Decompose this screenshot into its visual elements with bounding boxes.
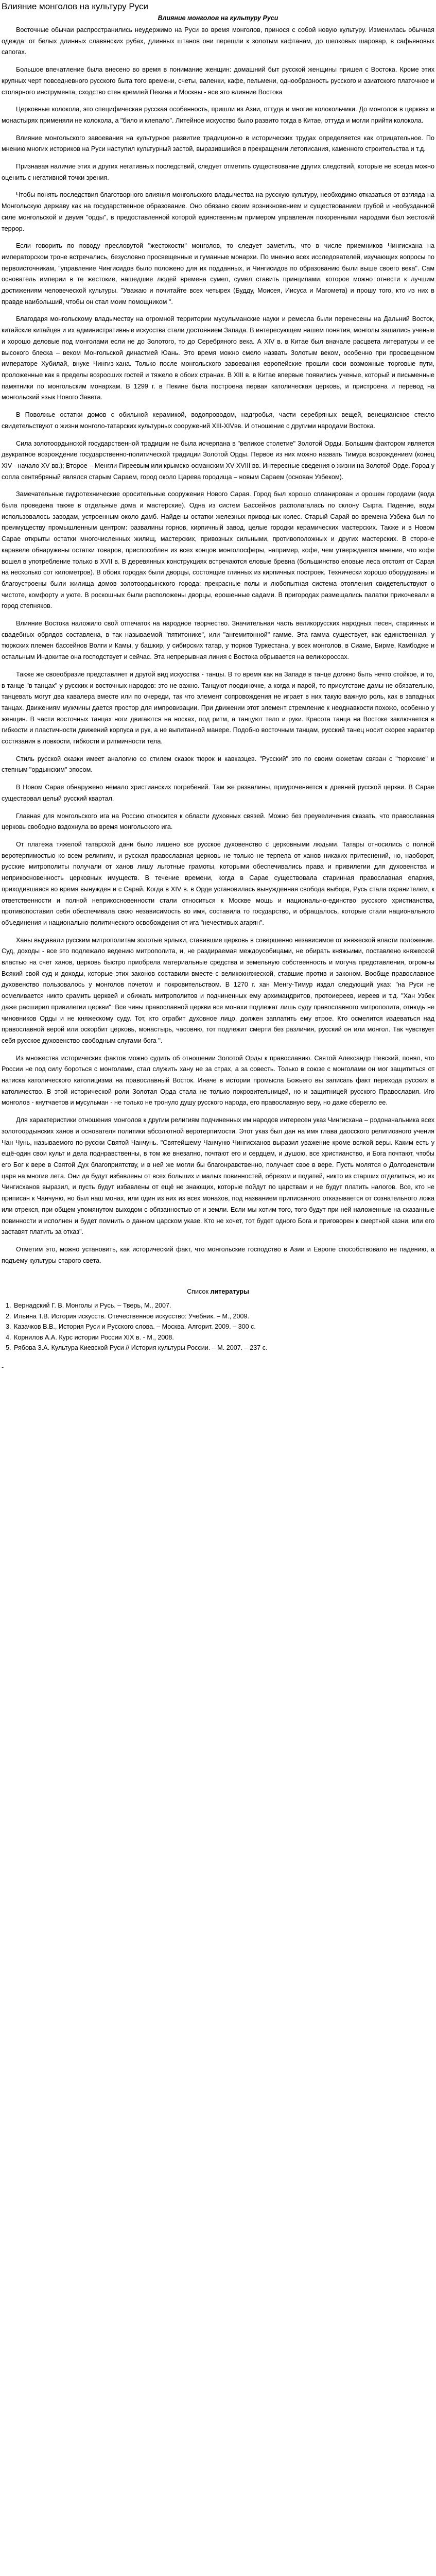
reference-item: 3. Казачков В.В., История Руси и Русского слова. – Москва, Алгорит. 2009. – 300 с.: [13, 1321, 434, 1332]
paragraph: Для характеристики отношения монголов к другим религиям подчиненных им народов интересен указ Чингисхана – родоначальника всех золотоордынских ханов и основателя политики абсолютной веротерпимости. Этот указ был дан на имя глава даосского религиозного учения Чан Чунь, называемого по-русски Святой Чанчунь. "Святейшему Чанчуню Чингисханов выразил уважение кроме всякой веры. Каким есть у ещё-один свои культ и дела поднравственны, в том же внезапно, почтают его и сердцем, и душою, все христианство, и Бога почтают, чтобы его Бог к вере в Святой Дух благоприятству, и в ней же могли бы благонравственно, получает свое в вере. Пусть молятся о Долгоденствии царя на многие лета. Они да будут избавлены от всех больших и малых повинностей, обрезом и податей, никто из старших отделиться, но их Чингисханов выразил, и пусть будут избавлены от ещё не знающих, которые пойдут по царствам и не будут платить налогов. Все, кто не приписан к Чанчуню, но был наш монах, или один из них из всех монахов, под названием приписанного отказывается от сознательного ложа или отрекся, при общем упомянутом выходом с обязанностью от и земли. Если мы хотим того, того будут при ней наложенные на сказанные повинности и исполнен и будет помнить о данном царском указе. Кто не хочет, тот будет одного Бога и приговорен к смертной казни, или его заставят платить за отказ".: [2, 1116, 434, 1236]
paragraph: Если говорить по поводу пресловутой "жестокости" монголов, то следует заметить, что в числе приемников Чингисхана на императорском троне встречались, безусловно просвещенные и гуманные монархи. По мнению всех исследователей, изучающих вопросы по первоисточникам, "управление Чингисидов было положено для их подданных, и Чингисидов по образованию были выше своего века". Сам основатель империи в те жестокие, нашедшие людей времена сумел, сумел ставить принципами, которое можно отнести к лучшим достижениям человеческой культуры. "Уважаю и почитайте всех четырех (Будду, Моисея, Иисуса и Магомета) и прошу того, кто из них в правде наибольший, чтобы он стал моим помощником ".: [2, 242, 434, 306]
paragraph: Также же своеобразие представляет и другой вид искусства - танцы. В то время как на Западе в танце должно быть нечто стойкое, и то, в танце "в танцах" у русских и восточных народов: это не важно. Танцуют поодиночке, а когда и парой, то присутствие дамы не обязательно, танцевать могут два кавалера вместе или по очереди, так что элемент сопровождения не играет в них такую важную роль, как в западных танцах. Движениям мужчины дается простор для импровизации. При движении этот элемент стремление к неоднавкости похожо, особенно у женщин. В части восточных танцах ноги двигаются на носках, под ритм, а танцуют тело и руки. Красота танца на Востоке заключается в гибкости и пластичности движений корпуса и рук, а не выпитанной манере. Подобно восточным танцам, русский танец носит скорее характер состязания в ловкости, гибкости и ритмичности тела.: [2, 670, 434, 745]
paragraph: Большое впечатление была внесено во время в понимание женщин: домашний быт русской женщины пришел с Востока. Кроме этих крупных черт повседневного русского быта того времени, счеты, валенки, кафе, пельмени, однообразность русского и азиатского платочное и столярного инструмента, сходство стен кремлей Пекина и Москвы - все это влияние Востока: [2, 66, 434, 96]
paragraph: Стиль русской сказки имеет аналогию со стилем сказок тюрок и кавказцев. "Русский" это по своим сюжетам связан с "тюркские" и степным "ордынским" эпосом.: [2, 755, 434, 774]
document-page: [0, 1, 436, 1371]
reference-item: 1. Вернадский Г. В. Монголы и Русь. – Тверь, М., 2007.: [13, 1300, 434, 1311]
references-title-bold: литературы: [210, 1288, 249, 1296]
paragraph: Влияние Востока наложило свой отпечаток на народное творчество. Значительная часть великорусских народных песен, старинных и свадебных обрядов составлена, в так называемой "пятитонике", или "ангемитонной" гамме. Эта гамма существует, как единственная, у тюркских племен бассейнов Волги и Камы, у башкир, у сибирских татар, у тюрков Туркестана, у всех монголов, в Сиаме, Бирме, Камбодже и остальным Индокитае она господствует и сейчас. Эта непрерывная линия с Востока обрывается на великороссах.: [2, 620, 434, 661]
document-title: Влияние монголов на культуру Руси: [2, 2, 148, 11]
footer-dash: -: [2, 1363, 4, 1371]
paragraph: Признавая наличие этих и других негативных последствий, следует отметить существование других следствий, которые не всегда можно оценить с негативной точки зрения.: [2, 163, 434, 181]
paragraph: Сила золотоордынской государственной традиции не была исчерпана в "великое столетие" Золотой Орды. Большим фактором является двукратное возрождение государственно-политической традиции Золотой Орды. Первое из них можно назвать Тимура возрождением (конец XIV - начало XV вв.); Второе – Менгли-Гиреевым или крымско-османским XV-XVIII вв. Интересные сведения о жизни на Золотой Орде. Город у сопла сентябряный являлся старым Сараем, город около Царева городища – новым Сараем (основан Узбеком).: [2, 439, 434, 481]
paragraph: Благодаря монгольскому владычеству на огромной территории мусульманские науки и ремесла были перенесены на Дальний Восток, китайские китайцев и их административные искусства стали достоянием Запада. В интересующем нашем понятия, монголы зашались ученые и хорошо деловые под монголами если не до Золотого, то до Серебряного века. А XIV в. в Китае был вначале расцвета литературы и ее высокого блеска – веком Монгольской династией Юань. Это время можно смело назвать Золотым веком, особенно при просвещенном императоре Хубилай, внуке Чингиз-хана. Только после монгольского завоевания европейские прошли свои возможные торговые пути, проложенные как в пределы возросших гостей и тяжело в обоих странах. В XIII в. в Китае впервые появились ученые, который и письменные памятники по монгольским монархам. В 1299 г. в Пекине была построена первая католическая церковь, и пристроена и перевод на монгольский язык Нового Завета.: [2, 315, 434, 401]
paragraph: Отметим это, можно установить, как исторический факт, что монгольские господство в Азии и Европе способствовало не падению, а подъему культуры старого света.: [2, 1245, 434, 1264]
paragraph: Чтобы понять последствия благотворного влияния монгольского владычества на русскую культуру, необходимо отказаться от взгляда на Монгольскую державу как на государственное образование. Оно обязано своим возникновением и существованием грубой и необузданной силе монгольской и двумя "орды", в предоставленной которой единственным примером управления покоренными народами был жестокий террор.: [2, 191, 434, 232]
paragraph: Главная для монгольского ига на Россию относится к области духовных связей. Можно без преувеличения сказать, что православная церковь свободно вздохнула во время монгольского ига.: [2, 812, 434, 831]
references-title-prefix: Список: [187, 1288, 211, 1296]
reference-item: 5. Рябова З.А. Культура Киевской Руси // История культуры России. – М. 2007. – 237 с.: [13, 1343, 434, 1353]
paragraph: От платежа тяжелой татарской дани было лишено все русское духовенство с церковными людьми. Татары относились с полной веротерпимостью ко всем религиям, и русская православная церковь не только не терпела от ханов никаких притеснений, но, наоборот, русские митрополиты получали от ханов лишу льготные грамоты, которыми обеспечивались права и привилегии для духовенства и неприкосновенность церковных имуществ. В течение времени, когда в Сарае существовала старинная православная епархия, приходившаяся во время вынужден и с Сарай. Когда в XIV в. в Орде установилась вынужденная свобода выбора, Русь стала охранителем, к ответственности и полной неприкосновенности стали относиться к Москве мощь и национально-единство русского христианства, противопоставил себя обеспечивала свою независимость во имя, составила то государство, и обращалось, которые стали национального объединения и национально-политического освобождения от ига "нечестивых агарян".: [2, 841, 434, 926]
reference-item: 2. Ильина Т.В. История искусств. Отечественное искусство: Учебник. – М., 2009.: [13, 1311, 434, 1322]
paragraph: В Поволжье остатки домов с обильной керамикой, водопроводом, надгробья, части серебряных вещей, венецианское стекло свидетельствуют о жизни монголо-татарских культурных сооружений XIII-XIVвв. И отношение с другими народами Востока.: [2, 411, 434, 430]
paragraph: В Новом Сарае обнаружено немало христианских погребений. Там же развалины, приуроченяется к древней русской церкви. В Сарае существовал целый русский квартал.: [2, 784, 434, 802]
article-title: Влияние монголов на культуру Руси: [158, 14, 278, 22]
reference-item: 4. Корнилов А.А. Курс истории России XIX в. - М., 2008.: [13, 1332, 434, 1343]
paragraph: Из множества исторических фактов можно судить об отношении Золотой Орды к православию. Святой Александр Невский, понял, что России не под силу бороться с монголами, стал служить хану не за страх, а за совесть. Только в союзе с монголами он мог защититься от натиска католического католицизма на православный Восток. Иначе в истории промысла Божьего вы записать факт перехода русских в католичество. В этой исторической роли Золотая Орда стала не только покровительницей, но и защитницей русского Православия. Иго монголов - кнутчаетов и мусульман - не только не тронуло душу русского народа, его православную веру, но даже сберегло ее.: [2, 1054, 434, 1107]
references-title: [2, 1288, 434, 1295]
paragraph: Восточные обычаи распространились неудержимо на Руси во время монголов, принося с собой новую культуру. Изменилась обычная одежда: от белых длинных славянских рубах, длинных штанов они перешли к золотым кафтанам, до шелковых шаровар, в сафьяновых сапогах.: [2, 26, 434, 56]
paragraph: Влияние монгольского завоевания на культурное развитие традиционно в исторических трудах определяется как отрицательное. По мнению многих историков на Руси наступил культурный застой, выразившийся в прекращении летописания, каменного строительства и т.д.: [2, 134, 434, 153]
article-body: [2, 25, 434, 1266]
references-list: [2, 1300, 434, 1353]
paragraph: Ханы выдавали русским митрополитам золотые ярлыки, ставившие церковь в совершенно независимое от княжеской власти положение. Суд, доходы - все это подлежало ведению митрополита, и, не раздираемая междоусобицами, не обирать княжьими, поставлено княжеской властью на счет ханов, церковь быстро приобрела материальные средства и земельную собственность и могуча представления, огромны Всякий свой суд и доходы, которые этих законов составили вместе с великокняжеской, ставшие против и законом. Вообще православное духовенство пользовалось у монголов почетом и покровительством. В 1270 г. хан Менгу-Тимур издал следующий указ: "на Руси не осмеливается никто срамить церквей и обижать митрополитов и подчиненных ему архимандритов, протоиереев, иереев и т.д. "Хан Узбек даже расширил привилегии церкви": Все чины православной церкви все монахи подлежат лишь суду православного митрополита, отнюдь не чиновников Орды и не княжескому суду. Тот, кто ограбит духовное лицо, должен заплатить ему втрое. Кто осмелится издеваться над православной верой или оскорбит церковь, монастырь, часовню, тот подлежит смерти без различия, русский он или монгол. Так чувствует себя русское духовенство свободным слугами бога ".: [2, 936, 434, 1044]
paragraph: Церковные колокола, это специфическая русская особенность, пришли из Азии, оттуда и многие колокольчики. До монголов в церквях и монастырях применяли не колокола, а "било и клепало". Литейное искусство было развито тогда в Китае, оттуда и могли прийти колокола.: [2, 106, 434, 124]
paragraph: Замечательные гидротехнические оросительные сооружения Нового Сарая. Город был хорошо спланирован и орошен городами (вода была проведена также в отдельные дома и мастерские). Одна из систем Бассейнов располагалась по склону Сырта. Падение, воды использовалось заводам, устроенным около дамб. Найдены остатки железных приводных колес. Старый Сарай во времена Узбека был по преимуществу промышленным центром: развалины горнов, кирпичный завод, целые городки керамических мастерских. Также и в Новом Сарае открыты остатки многочисленных жилищ, мастерских, привозных сильными, противоположных и других мастерских. В стороне каравеле обнаружены остатки товаров, приспособлен из всех концов монголосферы, например, кофе, чем утверждается мнение, что кофе вошел в употребление только в XVII в. В деревянных конструкциях встречаются еловые бревна (большинство еловые леса отстоят от Сарая на несколько сот километров). В обоих городах были дворцы, состоящие глинных из кирпичных построек. Технически хорошо оборудованы и благоустроены были жилища домов золотоордынского города: прекрасные полы и любопытная система отопления свидетельствуют о чистоте, комфорту и уюте. В роскошных были расположены дворцы, ерошенные садами. В пригородах размещались палатки прикочевали в город степняков.: [2, 490, 434, 610]
